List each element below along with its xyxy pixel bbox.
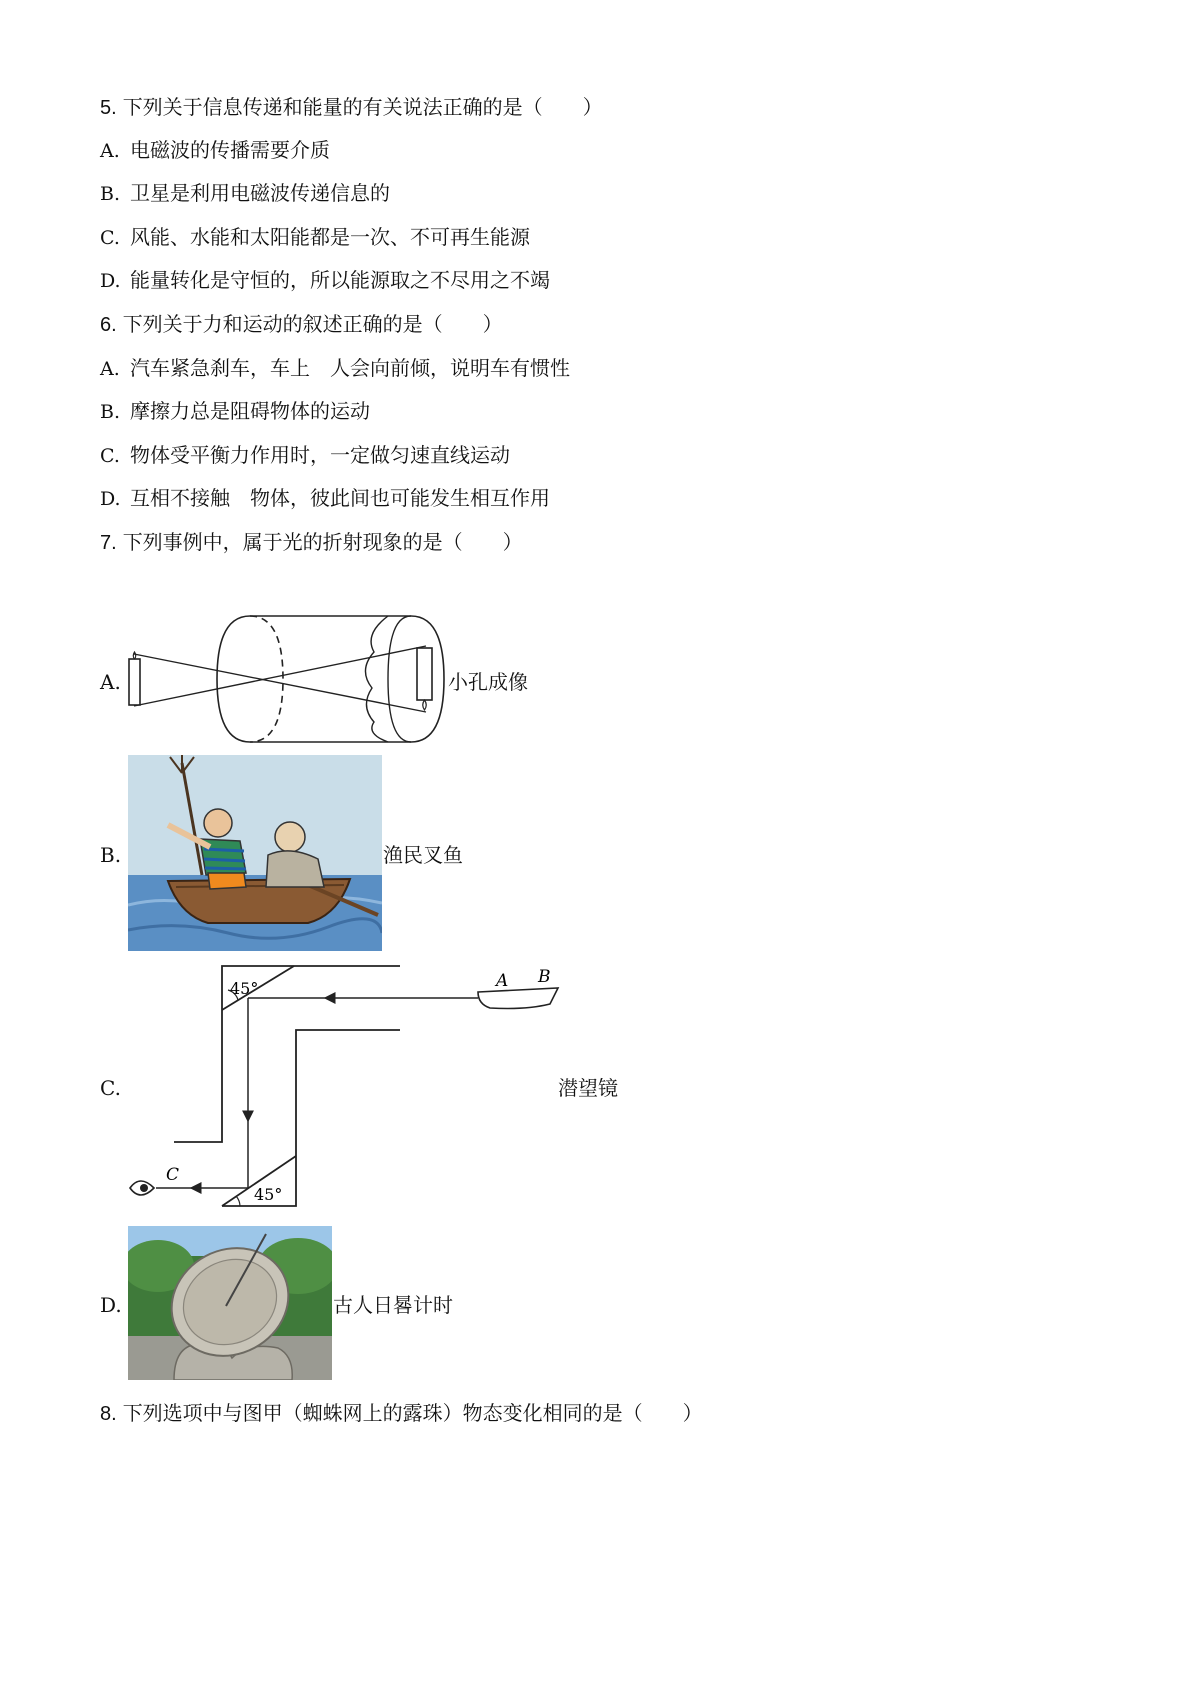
option-text: 风能、水能和太阳能都是一次、不可再生能源 — [130, 225, 530, 249]
option-6c[interactable] — [100, 443, 510, 468]
option-letter: B. — [100, 183, 121, 205]
question-number: 8. — [100, 1403, 117, 1425]
option-6b[interactable] — [100, 399, 370, 424]
question-6-stem — [100, 312, 503, 337]
option-text: 汽车紧急刹车，车上 人会向前倾，说明车有惯性 — [130, 356, 570, 380]
question-text: 下列事例中，属于光的折射现象的是（ ） — [122, 530, 523, 554]
option-7d-letter[interactable]: D. — [100, 1293, 122, 1317]
question-number: 6. — [100, 314, 117, 336]
option-7a-letter[interactable]: A. — [100, 670, 121, 694]
question-text: 下列选项中与图甲（蜘蛛网上的露珠）物态变化相同的是（ ） — [122, 1401, 703, 1425]
option-5b[interactable] — [100, 181, 390, 206]
option-text: 摩擦力总是阻碍物体的运动 — [130, 399, 370, 423]
option-7d-caption: 古人日晷计时 — [333, 1293, 453, 1317]
option-text: 电磁波的传播需要介质 — [130, 138, 330, 162]
question-8-stem — [100, 1401, 703, 1426]
question-number: 5. — [100, 97, 117, 119]
option-5c[interactable] — [100, 225, 530, 250]
label-a: A — [496, 971, 509, 991]
option-7c-letter[interactable]: C. — [100, 1076, 121, 1100]
fisherman-illustration — [128, 755, 382, 951]
option-7c-caption: 潜望镜 — [558, 1076, 618, 1100]
periscope-diagram — [126, 960, 562, 1210]
label-c: C — [166, 1165, 180, 1185]
option-text: 物体受平衡力作用时，一定做匀速直线运动 — [130, 443, 510, 467]
eye-icon — [130, 1181, 154, 1195]
label-b: B — [538, 967, 551, 987]
option-text: 能量转化是守恒的，所以能源取之不尽用之不竭 — [130, 268, 550, 292]
option-letter: A. — [100, 358, 120, 380]
question-7-stem — [100, 530, 523, 555]
option-letter: C. — [100, 445, 120, 467]
pinhole-camera-diagram — [126, 612, 448, 746]
angle-label-bottom: 45° — [254, 1185, 283, 1204]
question-5-stem — [100, 95, 603, 120]
option-text: 互相不接触 物体，彼此间也可能发生相互作用 — [130, 486, 550, 510]
option-5d[interactable] — [100, 268, 550, 293]
question-number: 7. — [100, 532, 117, 554]
question-text: 下列关于力和运动的叙述正确的是（ ） — [122, 312, 503, 336]
question-text: 下列关于信息传递和能量的有关说法正确的是（ ） — [122, 95, 603, 119]
option-letter: D. — [100, 488, 121, 510]
option-letter: B. — [100, 401, 121, 423]
option-letter: D. — [100, 270, 121, 292]
option-6a[interactable] — [100, 356, 570, 381]
option-7b-caption: 渔民叉鱼 — [383, 843, 463, 867]
sundial-photo — [128, 1226, 332, 1380]
option-text: 卫星是利用电磁波传递信息的 — [130, 181, 390, 205]
option-letter: A. — [100, 140, 120, 162]
option-7b-letter[interactable]: B. — [100, 843, 122, 867]
option-6d[interactable] — [100, 486, 550, 511]
angle-label-top: 45° — [230, 979, 259, 998]
option-7a-caption: 小孔成像 — [448, 670, 528, 694]
option-letter: C. — [100, 227, 120, 249]
option-5a[interactable] — [100, 138, 330, 163]
